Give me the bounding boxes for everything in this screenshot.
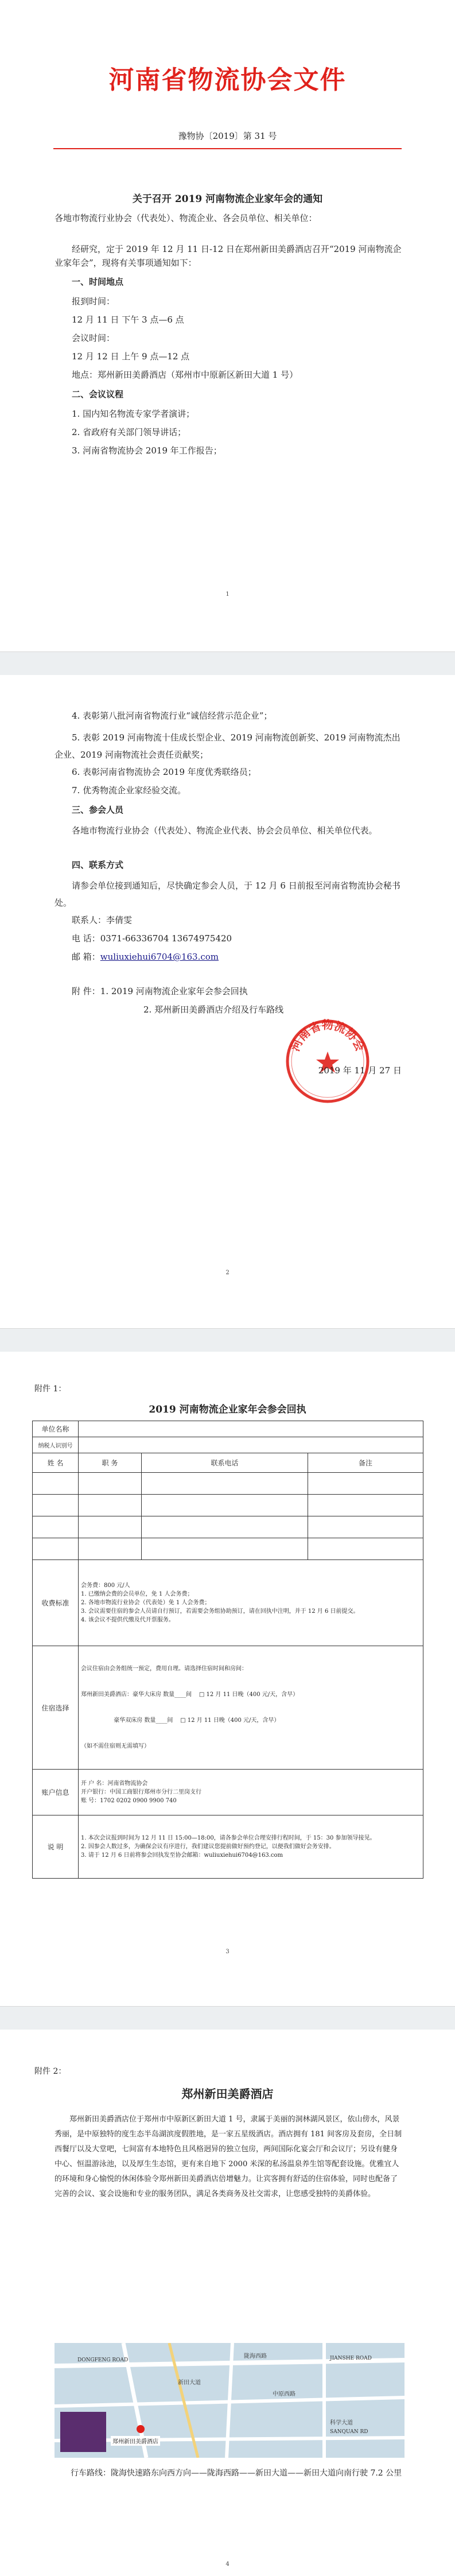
s2-item: 1. 国内知名物流专家学者演讲； [72, 409, 195, 419]
page-2 [0, 675, 455, 1328]
contact-phone: 电 话：0371-66336704 13674975420 [72, 933, 232, 944]
issue-date: 2019 年 11 月 27 日 [318, 1065, 402, 1076]
email-link[interactable]: wuliuxiehui6704@163.com [100, 952, 219, 962]
note-cell[interactable] [308, 1495, 423, 1516]
account-label: 账户信息 [33, 1770, 79, 1815]
note-content [79, 1815, 423, 1879]
attachment-item: 2. 郑州新田美爵酒店介绍及行车路线 [143, 1004, 284, 1015]
col-header-phone: 联系电话 [142, 1453, 308, 1473]
attachment-label: 附件 1： [34, 1384, 67, 1394]
section-4-title: 四、联系方式 [72, 860, 124, 870]
contact-email-row [55, 951, 405, 963]
map-label: 陇海西路 [244, 2353, 267, 2360]
note-line: 2. 因参会人数过多，为确保会议有序进行，我们建议您提前做好预约登记，以便我们做好会务安排。 [81, 1844, 335, 1850]
account-line: 开户银行：中国工商银行郑州市分行二里岗支行 [81, 1789, 201, 1795]
note-line: 1. 本次会议报到时间为 12 月 11 日 15:00—18:00，请各参会单位合理安排行程时间，于 15：30 参加领导接见。 [81, 1835, 376, 1841]
map-label: SANQUAN RD [330, 2429, 368, 2435]
attachments-row [55, 985, 405, 998]
s1-item: 12 月 11 日 下午 3 点—6 点 [72, 315, 184, 325]
page-1 [0, 0, 455, 651]
s1-item: 地点：郑州新田美爵酒店（郑州市中原新区新田大道 1 号） [72, 370, 298, 380]
attachment-item: 1. 2019 河南物流企业家年会参会回执 [100, 986, 248, 996]
name-cell[interactable] [33, 1516, 79, 1538]
s2-item: 5. 表彰 2019 河南物流十佳成长型企业、2019 河南物流创新奖、2019 河南物流杰出企业、2019 河南物流社会责任贡献奖； [55, 732, 400, 760]
stay-label: 住宿选择 [33, 1646, 79, 1770]
section-3-text: 各地市物流行业协会（代表处）、物流企业代表、协会会员单位、相关单位代表。 [72, 825, 378, 836]
note-cell[interactable] [308, 1516, 423, 1538]
unit-input[interactable] [79, 1421, 423, 1437]
hotel-marker-label: 郑州新田美爵酒店 [111, 2436, 160, 2446]
fee-content [79, 1560, 423, 1646]
document-header: 河南省物流协会文件 [108, 65, 347, 95]
name-cell[interactable] [33, 1473, 79, 1495]
table-row [33, 1516, 423, 1538]
s1-item: 报到时间： [72, 296, 115, 307]
map-label: JIANSHE ROAD [330, 2356, 372, 2361]
page-separator [0, 651, 455, 676]
account-line: 开 户 名：河南省物流协会 [81, 1780, 148, 1787]
section-4-text: 请参会单位接到通知后，尽快确定参会人员，于 12 月 6 日前报至河南省物流协会秘书处。 [55, 880, 400, 908]
s1-item: 会议时间： [72, 333, 115, 343]
hotel-title: 郑州新田美爵酒店 [181, 2087, 274, 2101]
name-cell[interactable] [33, 1495, 79, 1516]
stay-line: （如不需住宿则无需填写） [81, 1743, 150, 1749]
s2-item: 2. 省政府有关部门领导讲话； [72, 427, 186, 437]
note-line: 3. 请于 12 月 6 日前将参会回执发至协会邮箱：wuliuxiehui6704@163.com [81, 1852, 283, 1859]
note-cell[interactable] [308, 1538, 423, 1560]
fee-line: 4. 该会议不提供代缴及代开票服务。 [81, 1617, 174, 1623]
stay-line[interactable]: 豪华双床房 数量____间 □ 12 月 11 日晚（400 元/天，含早） [81, 1717, 280, 1724]
intro-paragraph: 经研究，定于 2019 年 12 月 11 日-12 日在郑州新田美爵酒店召开“2019 河南物流企业家年会”，现将有关事项通知如下： [55, 244, 402, 268]
notice-title: 关于召开 2019 河南物流企业家年会的通知 [132, 193, 323, 205]
stay-line[interactable]: 郑州新田美爵酒店：豪华大床房 数量____间 □ 12 月 11 日晚（400 元/天，含早） [81, 1692, 299, 1698]
position-cell[interactable] [79, 1495, 142, 1516]
note-cell[interactable] [308, 1473, 423, 1495]
attachment-label: 附件 2： [34, 2067, 67, 2076]
red-divider [53, 148, 402, 149]
map-label: DONGFENG ROAD [77, 2357, 129, 2363]
tax-id-label: 纳税人识别号 [33, 1437, 79, 1453]
table-row [33, 1538, 423, 1560]
page-number: 1 [225, 591, 230, 598]
tax-id-input[interactable] [79, 1437, 423, 1453]
account-content [79, 1770, 423, 1815]
page-number: 3 [225, 1949, 230, 1955]
section-3-title: 三、参会人员 [72, 805, 124, 815]
document-number: 豫物协〔2019〕第 31 号 [178, 131, 277, 141]
fee-line: 会务费：800 元/人 [81, 1582, 130, 1589]
email-label: 邮 箱： [72, 952, 100, 962]
section-2-title: 二、会议议程 [72, 389, 124, 399]
page-separator [0, 1328, 455, 1352]
col-header-position: 职 务 [79, 1453, 142, 1473]
attachments-label: 附 件： [72, 986, 100, 996]
section-1-title: 一、时间地点 [72, 277, 124, 287]
phone-cell[interactable] [142, 1473, 308, 1495]
registration-form [32, 1421, 423, 1879]
page-4 [0, 2030, 455, 2576]
fee-line: 3. 会议需要住宿的参会人员请自行预订，若需要会务组协助预订，请在回执中注明，并于 12 月 6 日前提交。 [81, 1608, 359, 1615]
s2-item: 4. 表彰第八批河南省物流行业“诚信经营示范企业”； [72, 711, 273, 721]
position-cell[interactable] [79, 1473, 142, 1495]
fee-line: 1. 已缴纳会费的会员单位，免 1 人会务费； [81, 1591, 193, 1597]
table-row [33, 1495, 423, 1516]
fee-line: 2. 各地市物流行业协会（代表处）免 1 人会务费； [81, 1600, 211, 1606]
fee-label: 收费标准 [33, 1560, 79, 1646]
s2-item: 7. 优秀物流企业家经验交流。 [72, 785, 186, 796]
svg-text:河南省物流协会: 河南省物流协会 [287, 1018, 368, 1053]
stay-content [79, 1646, 423, 1770]
name-cell[interactable] [33, 1538, 79, 1560]
contact-person: 联系人：李倩雯 [72, 915, 133, 925]
col-header-name: 姓 名 [33, 1453, 79, 1473]
map-label: 科学大道 [330, 2420, 353, 2426]
unit-label: 单位名称 [33, 1421, 79, 1437]
s2-item: 3. 河南省物流协会 2019 年工作报告； [72, 445, 222, 456]
phone-cell[interactable] [142, 1516, 308, 1538]
map-label: 新田大道 [178, 2380, 201, 2386]
s1-item: 12 月 12 日 上午 9 点—12 点 [72, 351, 190, 362]
hotel-description: 郑州新田美爵酒店位于郑州市中原新区新田大道 1 号，隶属于美丽的洞林湖风景区，依山傍水，风景秀丽，是中原独特的度生态半岛湖滨度假胜地，是一家五星级酒店。酒店拥有 181 间客房及套房，全日制西餐厅以及大堂吧，七间富有本地特色且风格迥异的独立包房，两间国际化宴会厅和会议厅；另设有健身中心、恒温游泳池，以及厚生生态馆，更有来自地下 2000 米深的私汤温泉养生馆等配套设施。优雅宜人的环境和身心愉悦的休闲体验令郑州新田美爵酒店倍增魅力。让宾客拥有舒适的住宿体验，同时也配备了完善的会议、宴会设施和专业的服务团队，满足各类商务及社交需求，让您感受独特的美爵体验。 [55, 2115, 402, 2198]
salutation: 各地市物流行业协会（代表处）、物流企业、各会员单位、相关单位： [55, 213, 317, 223]
page-separator [0, 2006, 455, 2030]
map-label: 中原西路 [273, 2391, 295, 2397]
note-label: 说 明 [33, 1815, 79, 1879]
s2-item: 6. 表彰河南省物流协会 2019 年度优秀联络员； [72, 767, 256, 777]
col-header-note: 备注 [308, 1453, 423, 1473]
route-map[interactable] [55, 2343, 405, 2458]
page-number: 2 [225, 1270, 230, 1276]
seal-graphic [285, 1018, 371, 1104]
phone-cell[interactable] [142, 1495, 308, 1516]
page-3 [0, 1352, 455, 2006]
route-description: 行车路线：陇海快速路东向西方向——陇海西路——新田大道——新田大道向南行驶 7.2 公里 [71, 2469, 402, 2478]
account-line: 账 号：1702 0202 0900 9900 740 [81, 1798, 177, 1804]
position-cell[interactable] [79, 1538, 142, 1560]
stay-line: 会议住宿由会务组统一预定，费用自理。请选择住宿时间和房间： [81, 1666, 247, 1672]
phone-cell[interactable] [142, 1538, 308, 1560]
form-title: 2019 河南物流企业家年会参会回执 [149, 1404, 306, 1415]
page-number: 4 [225, 2561, 230, 2567]
official-seal [285, 1018, 371, 1104]
position-cell[interactable] [79, 1516, 142, 1538]
table-row [33, 1473, 423, 1495]
